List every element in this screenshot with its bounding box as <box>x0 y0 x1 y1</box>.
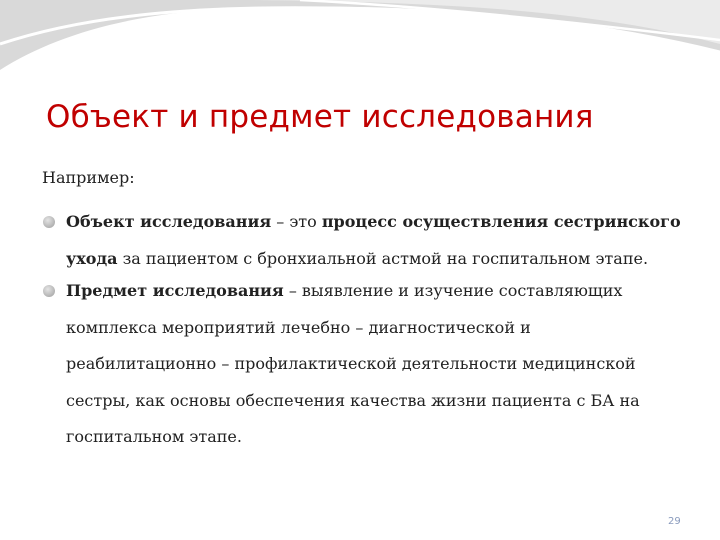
intro-text: Например: <box>42 168 135 187</box>
object-separator: – это <box>271 212 322 231</box>
bullet-subject <box>42 273 682 456</box>
bullet-list <box>42 204 682 456</box>
bullet-dot-icon <box>43 285 55 297</box>
bullet-object <box>42 204 682 277</box>
header-decoration <box>0 0 720 85</box>
term-subject: Предмет исследования <box>66 281 284 300</box>
object-description: за пациентом с бронхиальной астмой на госпитальном этапе. <box>117 248 649 268</box>
slide-body <box>42 166 682 456</box>
slide-title: Объект и предмет исследования <box>46 99 594 135</box>
bullet-dot-icon <box>43 216 55 228</box>
subject-description: – выявление и изучение составляющих комплекса мероприятий лечебно – диагностической и реабилитационно – профилактической деятельности медицинской сестры, как основы обеспечения качества жизни пациента с БА на госпитальном этапе. <box>66 281 640 446</box>
object-emphasis: процесс осуществления сестринского ухода <box>66 212 681 268</box>
page-number: 29 <box>668 516 681 527</box>
term-object: Объект исследования <box>66 212 272 231</box>
